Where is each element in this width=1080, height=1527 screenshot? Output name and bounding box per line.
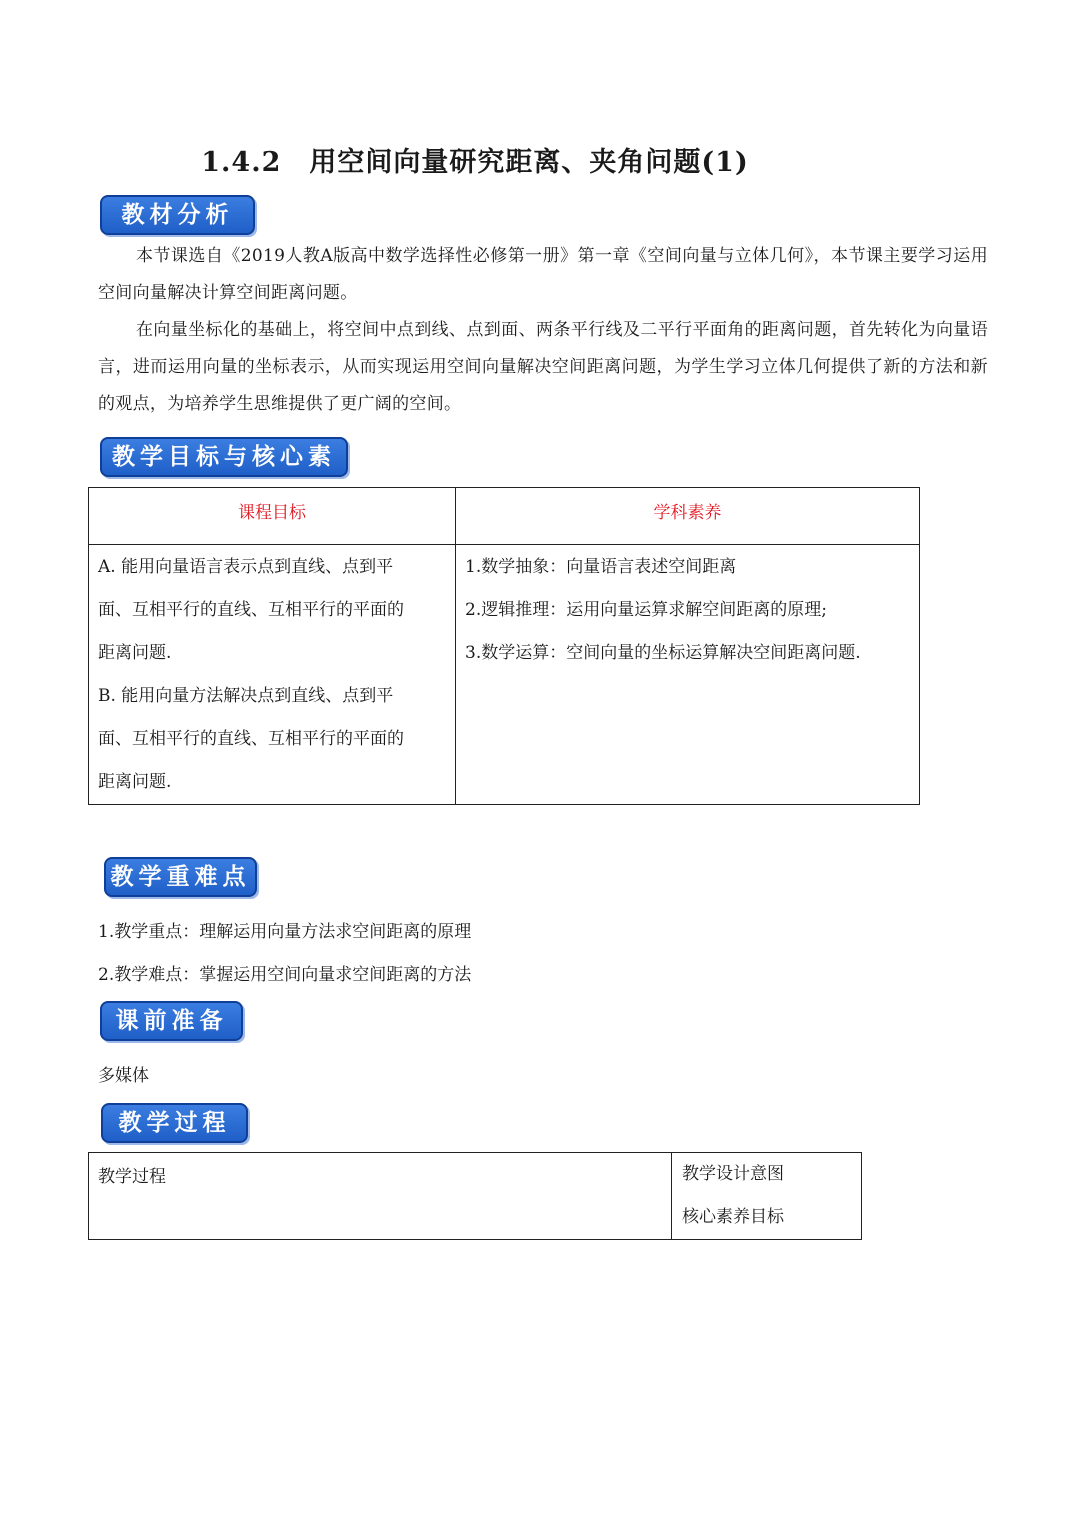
course-goal-line: A. 能用向量语言表示点到直线、点到平 (98, 557, 394, 577)
process-right-cell (672, 1153, 862, 1240)
course-goal-line: 面、互相平行的直线、互相平行的平面的 (98, 600, 404, 620)
goals-course-cell (89, 545, 456, 805)
table-row (89, 488, 920, 545)
prep-text: 多媒体 (98, 1066, 149, 1086)
goals-header-course: 课程目标 (89, 488, 456, 545)
goals-literacy-cell (456, 545, 920, 805)
course-goal-line: 面、互相平行的直线、互相平行的平面的 (98, 729, 404, 749)
process-right-line: 核心素养目标 (682, 1207, 784, 1227)
table-row (89, 545, 920, 805)
literacy-line: 3.数学运算：空间向量的坐标运算解决空间距离问题. (465, 643, 861, 663)
goals-header-literacy: 学科素养 (456, 488, 920, 545)
literacy-line: 2.逻辑推理：运用向量运算求解空间距离的原理; (465, 600, 827, 620)
section-badge-analysis: 教材分析 (100, 195, 255, 235)
process-left-cell: 教学过程 (89, 1153, 672, 1240)
process-table (88, 1152, 862, 1240)
course-goal-line: 距离问题. (98, 772, 172, 792)
keypoint-item: 2.教学难点：掌握运用空间向量求空间距离的方法 (98, 965, 472, 985)
keypoint-item: 1.教学重点：理解运用向量方法求空间距离的原理 (98, 922, 472, 942)
page-title: 1.4.2 用空间向量研究距离、夹角问题(1) (201, 147, 749, 178)
table-row (89, 1153, 862, 1240)
section-badge-prep: 课前准备 (100, 1001, 243, 1041)
section-badge-keypoints: 教学重难点 (104, 857, 257, 897)
analysis-paragraph-2: 在向量坐标化的基础上，将空间中点到线、点到面、两条平行线及二平行平面角的距离问题，首先转化为向量语言，进而运用向量的坐标表示，从而实现运用空间向量解决空间距离问题，为学生学习立体几何提供了新的方法和新的观点，为培养学生思维提供了更广阔的空间。 (98, 320, 988, 414)
course-goal-line: B. 能用向量方法解决点到直线、点到平 (98, 686, 394, 706)
section-badge-process: 教学过程 (101, 1103, 248, 1143)
course-goal-line: 距离问题. (98, 643, 172, 663)
analysis-paragraph-1: 本节课选自《2019人教A版高中数学选择性必修第一册》第一章《空间向量与立体几何》，本节课主要学习运用空间向量解决计算空间距离问题。 (98, 246, 988, 303)
section-badge-goals: 教学目标与核心素养 (100, 437, 348, 477)
goals-table (88, 487, 920, 805)
literacy-line: 1.数学抽象：向量语言表述空间距离 (465, 557, 737, 577)
process-right-line: 教学设计意图 (682, 1164, 784, 1184)
